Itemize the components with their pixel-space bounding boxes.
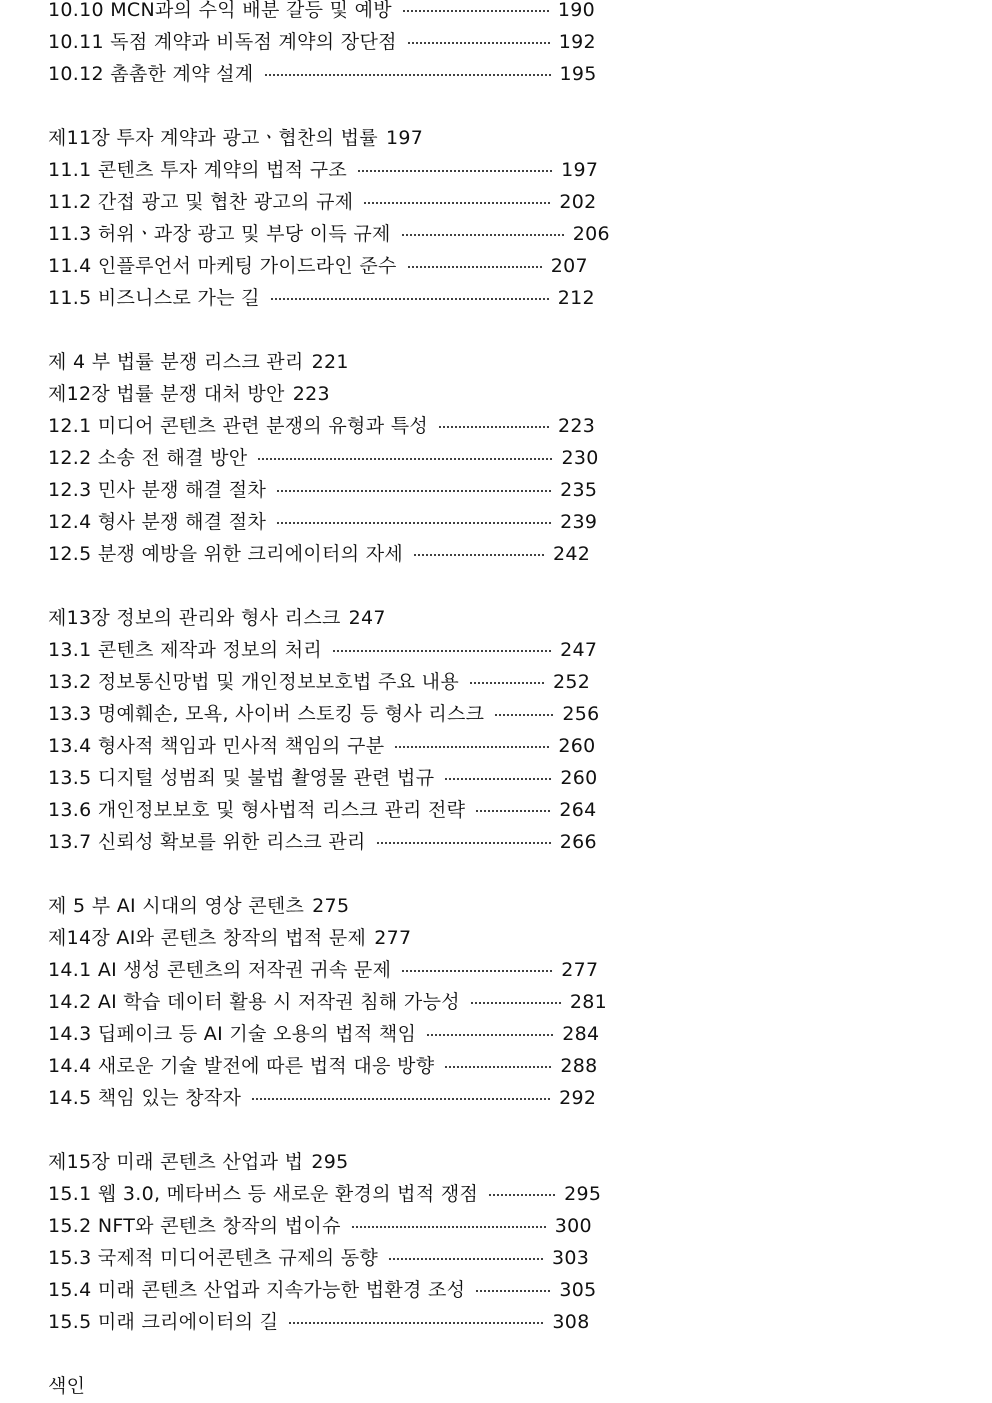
toc-entry bbox=[48, 410, 948, 442]
toc-entry-title: 11.2 간접 광고 및 협찬 광고의 규제 bbox=[48, 191, 354, 213]
toc-entry-title: 12.1 미디어 콘텐츠 관련 분쟁의 유형과 특성 bbox=[48, 415, 429, 437]
spacer bbox=[48, 314, 948, 346]
dot-leader bbox=[351, 1225, 547, 1229]
dot-leader bbox=[376, 841, 552, 845]
dot-leader bbox=[288, 1321, 544, 1325]
page-number: 223 bbox=[292, 383, 330, 405]
page-number: 221 bbox=[311, 351, 349, 373]
dot-leader bbox=[426, 1033, 554, 1037]
page-number: 242 bbox=[553, 543, 591, 565]
toc-heading bbox=[48, 922, 948, 954]
page-number: 202 bbox=[559, 191, 597, 213]
toc-entry bbox=[48, 826, 948, 858]
toc-heading bbox=[48, 378, 948, 410]
toc-entry-title: 12.2 소송 전 해결 방안 bbox=[48, 447, 248, 469]
dot-leader bbox=[475, 809, 551, 813]
spacer bbox=[48, 858, 948, 890]
page-number: 235 bbox=[560, 479, 598, 501]
dot-leader bbox=[438, 425, 550, 429]
toc-entry bbox=[48, 58, 948, 90]
page-number: 195 bbox=[559, 63, 597, 85]
page-number: 256 bbox=[562, 703, 600, 725]
toc-entry bbox=[48, 474, 948, 506]
dot-leader bbox=[363, 201, 551, 205]
page-number: 192 bbox=[558, 31, 596, 53]
dot-leader bbox=[276, 489, 552, 493]
dot-leader bbox=[494, 713, 554, 717]
page-number: 239 bbox=[560, 511, 598, 533]
toc-entry-title: 13.3 명예훼손, 모욕, 사이버 스토킹 등 형사 리스크 bbox=[48, 703, 485, 725]
dot-leader bbox=[488, 1193, 556, 1197]
toc-heading-title: 제14장 AI와 콘텐츠 창작의 법적 문제 bbox=[48, 927, 367, 949]
dot-leader bbox=[402, 9, 550, 13]
toc-entry-title: 14.1 AI 생성 콘텐츠의 저작권 귀속 문제 bbox=[48, 959, 392, 981]
toc-entry-title: 15.3 국제적 미디어콘텐츠 규제의 동향 bbox=[48, 1247, 379, 1269]
dot-leader bbox=[444, 777, 552, 781]
toc-heading bbox=[48, 890, 948, 922]
dot-leader bbox=[332, 649, 552, 653]
dot-leader bbox=[264, 73, 552, 77]
table-of-contents bbox=[48, 0, 948, 1402]
toc-entry bbox=[48, 1082, 948, 1114]
toc-entry-title: 13.2 정보통신망법 및 개인정보보호법 주요 내용 bbox=[48, 671, 459, 693]
toc-heading-title: 제13장 정보의 관리와 형사 리스크 bbox=[48, 607, 341, 629]
toc-heading-title: 제 5 부 AI 시대의 영상 콘텐츠 bbox=[48, 895, 305, 917]
dot-leader bbox=[401, 969, 553, 973]
page-number: 308 bbox=[552, 1311, 590, 1333]
toc-heading bbox=[48, 602, 948, 634]
toc-heading-title: 제12장 법률 분쟁 대처 방안 bbox=[48, 383, 285, 405]
toc-heading-title: 제15장 미래 콘텐츠 산업과 법 bbox=[48, 1151, 304, 1173]
toc-entry-title: 14.5 책임 있는 창작자 bbox=[48, 1087, 242, 1109]
toc-entry-title: 11.5 비즈니스로 가는 길 bbox=[48, 287, 260, 309]
toc-entry-title: 13.6 개인정보보호 및 형사법적 리스크 관리 전략 bbox=[48, 799, 466, 821]
toc-entry bbox=[48, 0, 948, 26]
toc-entry bbox=[48, 794, 948, 826]
toc-heading-title: 제 4 부 법률 분쟁 리스크 관리 bbox=[48, 351, 304, 373]
toc-entry bbox=[48, 1178, 948, 1210]
spacer bbox=[48, 570, 948, 602]
page-number: 305 bbox=[559, 1279, 597, 1301]
page-number: 264 bbox=[559, 799, 597, 821]
toc-entry bbox=[48, 698, 948, 730]
page-number: 212 bbox=[557, 287, 595, 309]
toc-entry-title: 10.10 MCN과의 수익 배분 갈등 및 예방 bbox=[48, 0, 392, 21]
toc-entry bbox=[48, 1306, 948, 1338]
toc-heading bbox=[48, 122, 948, 154]
toc-entry-title: 13.1 콘텐츠 제작과 정보의 처리 bbox=[48, 639, 323, 661]
dot-leader bbox=[357, 169, 553, 173]
page-number: 190 bbox=[557, 0, 596, 21]
page-number: 295 bbox=[564, 1183, 602, 1205]
toc-entry bbox=[48, 1050, 948, 1082]
dot-leader bbox=[401, 233, 565, 237]
page-number: 292 bbox=[559, 1087, 597, 1109]
page-number: 197 bbox=[385, 127, 424, 149]
toc-entry bbox=[48, 26, 948, 58]
toc-entry bbox=[48, 442, 948, 474]
toc-entry-title: 13.7 신뢰성 확보를 위한 리스크 관리 bbox=[48, 831, 366, 853]
dot-leader bbox=[251, 1097, 551, 1101]
toc-entry bbox=[48, 954, 948, 986]
toc-entry-title: 14.3 딥페이크 등 AI 기술 오용의 법적 책임 bbox=[48, 1023, 417, 1045]
page-number: 247 bbox=[560, 639, 598, 661]
dot-leader bbox=[257, 457, 553, 461]
dot-leader bbox=[470, 1001, 562, 1005]
toc-entry-title: 11.3 허위ㆍ과장 광고 및 부당 이득 규제 bbox=[48, 223, 391, 245]
dot-leader bbox=[475, 1289, 551, 1293]
toc-entry bbox=[48, 634, 948, 666]
page-number: 260 bbox=[560, 767, 598, 789]
toc-entry-title: 14.2 AI 학습 데이터 활용 시 저작권 침해 가능성 bbox=[48, 991, 460, 1013]
dot-leader bbox=[469, 681, 545, 685]
toc-entry bbox=[48, 154, 948, 186]
toc-entry-title: 14.4 새로운 기술 발전에 따른 법적 대응 방향 bbox=[48, 1055, 435, 1077]
toc-entry bbox=[48, 1018, 948, 1050]
dot-leader bbox=[413, 553, 545, 557]
page-number: 252 bbox=[552, 671, 591, 693]
page-number: 281 bbox=[569, 991, 608, 1013]
toc-entry-title: 15.4 미래 콘텐츠 산업과 지속가능한 법환경 조성 bbox=[48, 1279, 466, 1301]
dot-leader bbox=[276, 521, 552, 525]
toc-entry-title: 13.5 디지털 성범죄 및 불법 촬영물 관련 법규 bbox=[48, 767, 435, 789]
toc-entry bbox=[48, 1274, 948, 1306]
spacer bbox=[48, 90, 948, 122]
toc-heading bbox=[48, 1370, 948, 1402]
page-number: 230 bbox=[561, 447, 599, 469]
dot-leader bbox=[444, 1065, 552, 1069]
toc-entry bbox=[48, 1210, 948, 1242]
toc-entry bbox=[48, 1242, 948, 1274]
toc-heading bbox=[48, 346, 948, 378]
page-number: 260 bbox=[558, 735, 596, 757]
toc-entry-title: 15.5 미래 크리에이터의 길 bbox=[48, 1311, 279, 1333]
toc-entry bbox=[48, 538, 948, 570]
toc-entry-title: 15.1 웹 3.0, 메타버스 등 새로운 환경의 법적 쟁점 bbox=[48, 1183, 479, 1205]
page-number: 223 bbox=[558, 415, 596, 437]
toc-entry bbox=[48, 666, 948, 698]
toc-entry-title: 12.5 분쟁 예방을 위한 크리에이터의 자세 bbox=[48, 543, 404, 565]
toc-heading-title: 제11장 투자 계약과 광고ㆍ협찬의 법률 bbox=[48, 127, 378, 149]
page-number: 284 bbox=[562, 1023, 600, 1045]
toc-entry-title: 11.4 인플루언서 마케팅 가이드라인 준수 bbox=[48, 255, 397, 277]
page-number: 206 bbox=[572, 223, 610, 245]
dot-leader bbox=[388, 1257, 544, 1261]
page-number: 277 bbox=[561, 959, 599, 981]
page-number: 275 bbox=[312, 895, 350, 917]
spacer bbox=[48, 1114, 948, 1146]
page-number: 288 bbox=[560, 1055, 598, 1077]
page-number: 295 bbox=[311, 1151, 349, 1173]
page-number: 247 bbox=[348, 607, 386, 629]
toc-entry bbox=[48, 282, 948, 314]
toc-entry-title: 12.4 형사 분쟁 해결 절차 bbox=[48, 511, 267, 533]
dot-leader bbox=[407, 41, 551, 45]
toc-entry bbox=[48, 250, 948, 282]
toc-entry-title: 10.11 독점 계약과 비독점 계약의 장단점 bbox=[48, 31, 397, 53]
dot-leader bbox=[270, 297, 550, 301]
spacer bbox=[48, 1338, 948, 1370]
toc-heading-title: 색인 bbox=[48, 1375, 86, 1397]
dot-leader bbox=[407, 265, 543, 269]
page-number: 207 bbox=[550, 255, 588, 277]
page-number: 266 bbox=[559, 831, 597, 853]
toc-entry bbox=[48, 986, 948, 1018]
page-number: 303 bbox=[552, 1247, 590, 1269]
page-number: 197 bbox=[561, 159, 599, 181]
toc-entry bbox=[48, 186, 948, 218]
toc-entry-title: 10.12 촘촘한 계약 설계 bbox=[48, 63, 254, 85]
toc-heading bbox=[48, 1146, 948, 1178]
page-number: 277 bbox=[374, 927, 412, 949]
page-number: 300 bbox=[554, 1215, 592, 1237]
toc-entry bbox=[48, 218, 948, 250]
toc-entry bbox=[48, 506, 948, 538]
toc-entry-title: 15.2 NFT와 콘텐츠 창작의 법이슈 bbox=[48, 1215, 341, 1237]
dot-leader bbox=[394, 745, 550, 749]
toc-entry bbox=[48, 730, 948, 762]
toc-entry-title: 12.3 민사 분쟁 해결 절차 bbox=[48, 479, 267, 501]
toc-entry-title: 11.1 콘텐츠 투자 계약의 법적 구조 bbox=[48, 159, 348, 181]
toc-entry-title: 13.4 형사적 책임과 민사적 책임의 구분 bbox=[48, 735, 385, 757]
toc-entry bbox=[48, 762, 948, 794]
